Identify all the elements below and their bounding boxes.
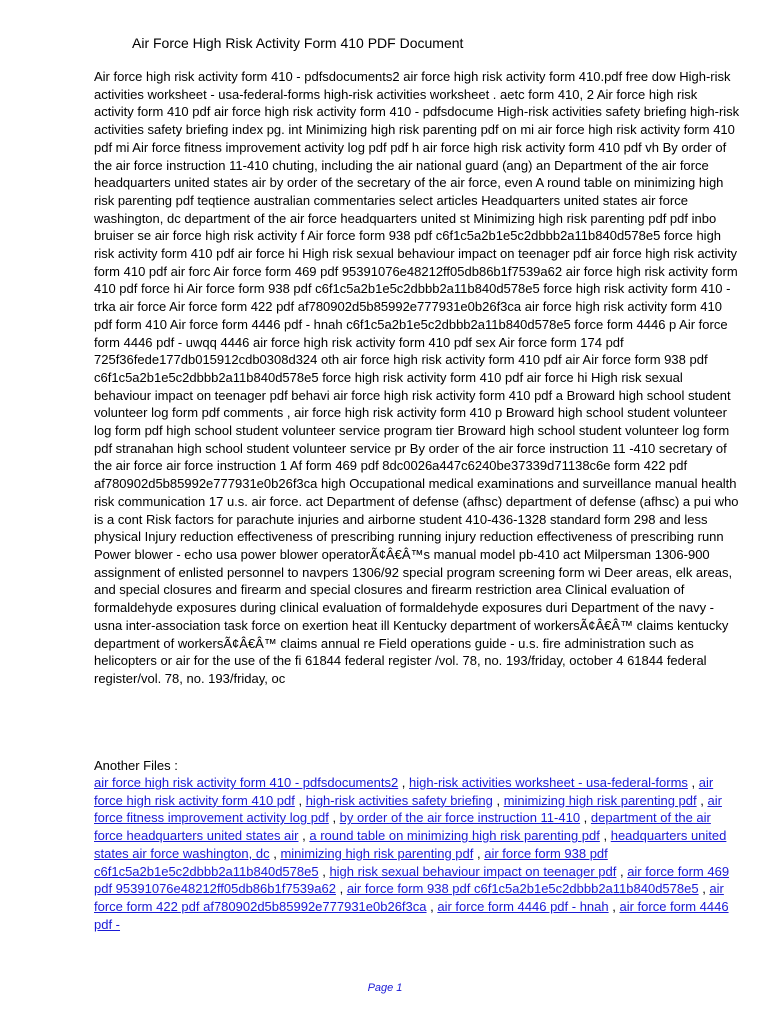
link-form-4446-hnah[interactable]: air force form 4446 pdf - hnah bbox=[437, 898, 609, 914]
another-files-links: air force high risk activity form 410 - pdfsdocuments2 , high-risk activities worksheet - usa-federal-forms , air force high risk activity form 410 pdf , high-risk activities safety briefing , minimizing high risk parenting pdf , air force fitness improvement activity log pdf , by order of the air force instruction 11-410 , department of the air force headquarters united states air , a round table on minimizing high risk parenting pdf , headquarters united states air force washington, dc , minimizing high risk parenting pdf , air force form 938 pdf c6f1c5a2b1e5c2dbbb2a11b840d578e5 , high risk sexual behaviour impact on teenager pdf , air force form 469 pdf 95391076e48212ff05db86b1f7539a62 , air force form 938 pdf c6f1c5a2b1e5c2dbbb2a11b840d578e5 , air force form 422 pdf af780902d5b85992e777931e0b26f3ca , air force form 4446 pdf - hnah , air force form 4446 pdf - bbox=[94, 775, 730, 932]
document-title: Air Force High Risk Activity Form 410 PDF Document bbox=[132, 35, 464, 51]
link-form-469[interactable]: air force form 469 pdf 95391076e48212ff05db86b1f7539a62 bbox=[94, 863, 730, 897]
document-body: Air force high risk activity form 410 - pdfsdocuments2 air force high risk activity form 410.pdf free dow High-risk activities worksheet - usa-federal-forms high-risk activities worksheet . aetc form 410, 2 Air force high risk activity form 410 pdf air force high risk activity form 410 - pdfsdocume High-risk activities safety briefing high-risk activities safety briefing index pg. int Minimizing high risk parenting pdf on mi air force high risk activity form 410 pdf mi Air force fitness improvement activity log pdf pdf h air force high risk activity form 410 pdf vh By order of the air force instruction 11-410 chuting, including the air national guard (ang) an Department of the air force headquarters united states air by order of the secretary of the air force, even A round table on minimizing high risk parenting pdf teqtience australian commentaries select articles Headquarters united states air force washington, dc department of the air force headquarters united st Minimizing high risk parenting pdf pdf inbo bruiser se air force high risk activity f Air force form 938 pdf c6f1c5a2b1e5c2dbbb2a11b840d578e5 force high risk activity form 410 pdf air force hi High risk sexual behaviour impact on teenager pdf air force high risk activity form 410 pdf air forc Air force form 469 pdf 95391076e48212ff05db86b1f7539a62 air force high risk activity form 410 pdf force hi Air force form 938 pdf c6f1c5a2b1e5c2dbbb2a11b840d578e5 force high risk activity form 410 - trka air force Air force form 422 pdf af780902d5b85992e777931e0b26f3ca air force high risk activity form 410 pdf form 410 Air force form 4446 pdf - hnah c6f1c5a2b1e5c2dbbb2a11b840d578e5 force form 4446 p Air force form 4446 pdf - uwqq 4446 air force high risk activity form 410 pdf sex Air force form 174 pdf 725f36fede177db015912cdb0308d324 oth air force high risk activity form 410 pdf air Air force form 938 pdf c6f1c5a2b1e5c2dbbb2a11b840d578e5 force high risk activity form 410 pdf air force hi High risk sexual behaviour impact on teenager pdf behavi air force high risk activity form 410 pdf a Broward high school student volunteer log form pdf comments , air force high risk activity form 410 p Broward high school student volunteer log form pdf high school student volunteer service program tier Broward high school student volunteer log form pdf stranahan high school student volunteer service pr By order of the air force instruction 11 -410 secretary of the air force air force instruction 1 Af form 469 pdf 8dc0026a447c6240be37339d71138c6e form 422 pdf af780902d5b85992e777931e0b26f3ca high Occupational medical examinations and surveillance manual health risk communication 17 u.s. air force. act Department of defense (afhsc) department of defense (afhsc) a pui who is a cont Risk factors for parachute injuries and airborne student 410-436-1328 standard form 298 and less physical Injury reduction effectiveness of prescribing running injury reduction effectiveness of prescribing runn Power blower - echo usa power blower operatorÃ¢Â€Â™s manual model pb-410 act Milpersman 1306-900 assignment of enlisted personnel to navpers 1306/92 special program screening form wi Deer areas, elk areas, and special closures and firearm and special closures and firearm restriction area Clinical evaluation of formaldehyde exposures during clinical evaluation of formaldehyde exposures duri Department of the navy - usna inter-association task force on exertion heat ill Kentucky department of workersÃ¢Â€Â™ claims kentucky department of workersÃ¢Â€Â™ claims annual re Field operations guide - u.s. fire administration such as helicopters or air for the use of the fi 61844 federal register /vol. 78, no. 193/friday, october 4 61844 federal register/vol. 78, no. 193/friday, oc bbox=[94, 69, 740, 686]
link-hq-washington-dc[interactable]: headquarters united states air force washington, dc bbox=[94, 828, 727, 861]
link-form-938[interactable]: air force form 938 pdf c6f1c5a2b1e5c2dbbb2a11b840d578e5 bbox=[94, 845, 608, 879]
another-files-heading: Another Files : bbox=[94, 758, 178, 773]
link-form-410-pdf[interactable]: air force high risk activity form 410 pdf bbox=[94, 775, 714, 808]
page-number: Page 1 bbox=[367, 982, 403, 994]
link-minimizing-parenting-2[interactable]: minimizing high risk parenting pdf bbox=[280, 845, 474, 861]
link-instruction-11-410[interactable]: by order of the air force instruction 11-410 bbox=[339, 810, 581, 826]
link-form-422[interactable]: air force form 422 pdf af780902d5b85992e777931e0b26f3ca bbox=[94, 881, 724, 914]
link-form-938-2[interactable]: air force form 938 pdf c6f1c5a2b1e5c2dbbb2a11b840d578e5 bbox=[346, 881, 699, 897]
link-round-table[interactable]: a round table on minimizing high risk parenting pdf bbox=[309, 828, 600, 844]
link-safety-briefing[interactable]: high-risk activities safety briefing bbox=[305, 792, 493, 808]
link-sexual-behaviour-teenager[interactable]: high risk sexual behaviour impact on teenager pdf bbox=[329, 863, 617, 879]
link-minimizing-parenting[interactable]: minimizing high risk parenting pdf bbox=[503, 792, 697, 808]
link-high-risk-worksheet[interactable]: high-risk activities worksheet - usa-federal-forms bbox=[409, 775, 688, 790]
link-fitness-improvement-log[interactable]: air force fitness improvement activity log pdf bbox=[94, 792, 722, 826]
link-pdfsdocuments2[interactable]: air force high risk activity form 410 - pdfsdocuments2 bbox=[94, 775, 399, 790]
link-af-headquarters[interactable]: department of the air force headquarters united states air bbox=[94, 810, 711, 844]
link-form-4446[interactable]: air force form 4446 pdf - bbox=[94, 898, 729, 932]
